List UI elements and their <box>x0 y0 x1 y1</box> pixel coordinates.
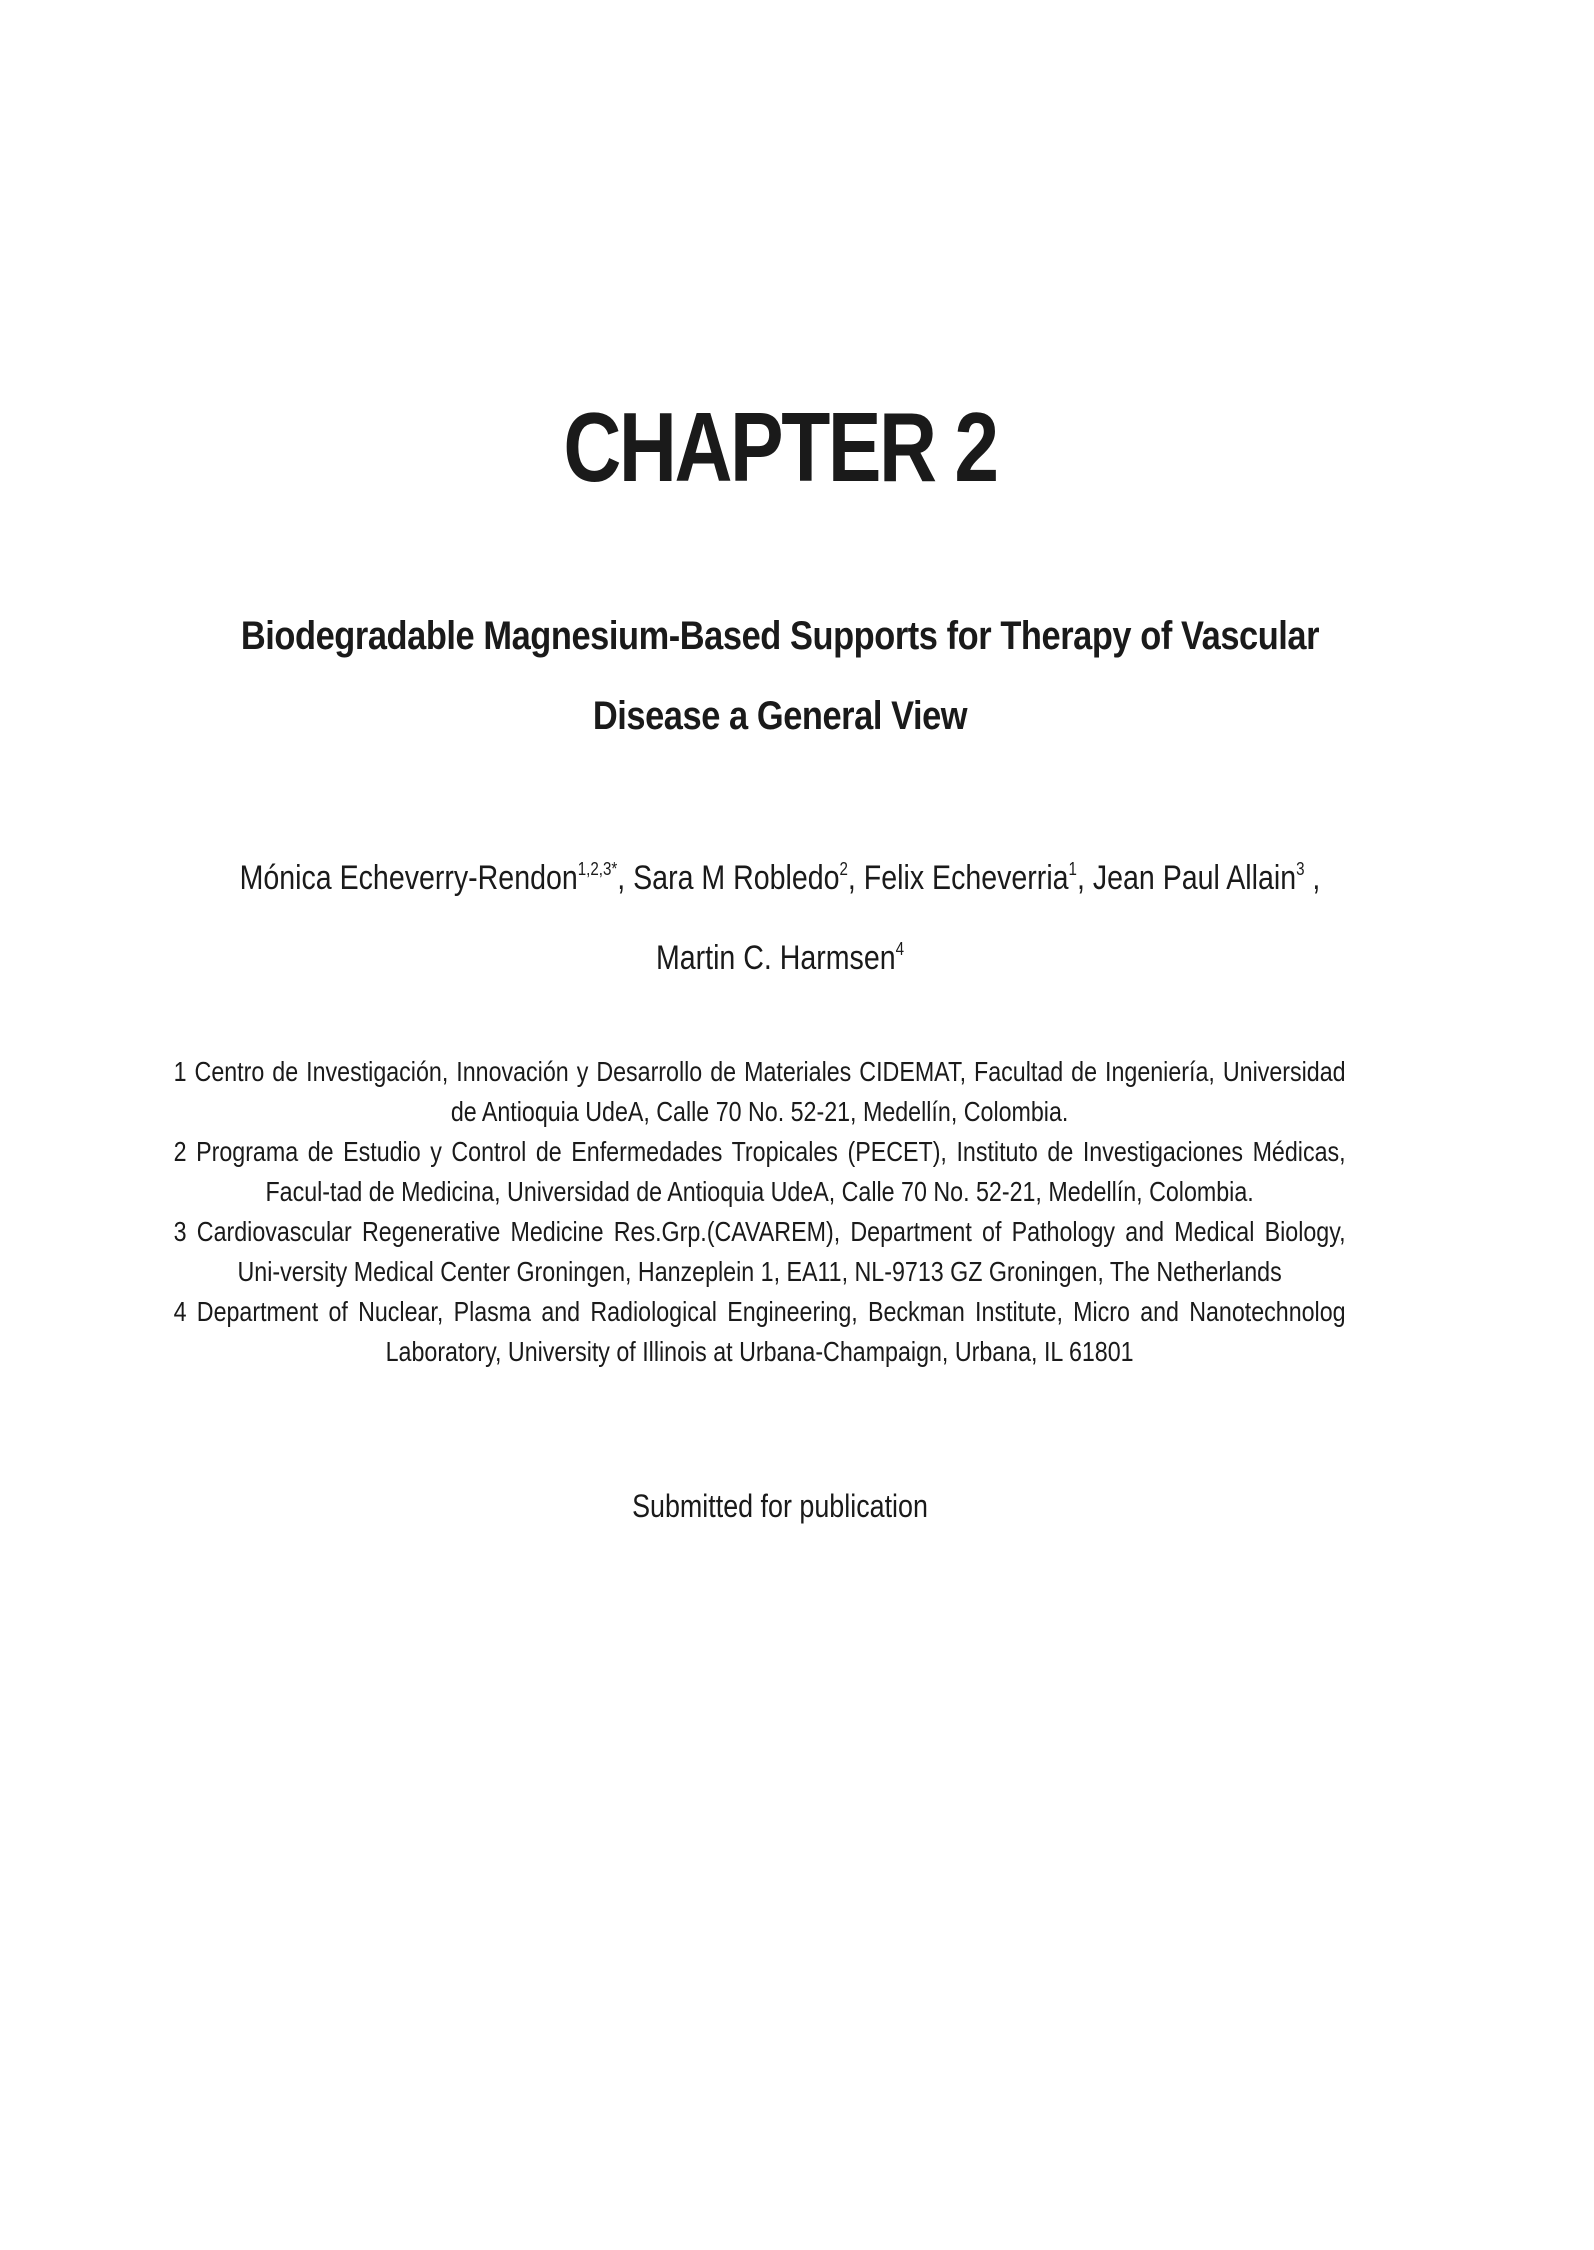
author-name: Jean Paul Allain <box>1092 859 1297 897</box>
author-affiliation-marker: 2 <box>839 859 848 879</box>
affiliation-2: 2 Programa de Estudio y Control de Enfermedades Tropicales (PECET), Instituto de Investigaciones Médicas, Facul-tad de Medicina, Universidad de Antioquia UdeA, Calle 70 No. 52-21, Medellín, Colombia. <box>173 1136 1346 1207</box>
author-separator: , <box>1304 859 1321 897</box>
author-line-2 <box>125 918 1435 998</box>
author-name: Martin C. Harmsen <box>655 939 896 977</box>
author-affiliation-marker: 4 <box>895 939 905 959</box>
author-name: Mónica Echeverry-Rendon <box>239 859 578 897</box>
chapter-title: CHAPTER 2 <box>563 392 997 502</box>
author-affiliation-marker: 1,2,3* <box>577 859 618 879</box>
paper-title-line-2: Disease a General View <box>592 694 968 738</box>
paper-title <box>109 596 1451 756</box>
author-name: Sara M Robledo <box>633 859 840 897</box>
publication-status: Submitted for publication <box>632 1488 928 1524</box>
author-affiliation-marker: 3 <box>1296 859 1305 879</box>
author-separator: , <box>847 859 864 897</box>
affiliation-1: 1 Centro de Investigación, Innovación y Desarrollo de Materiales CIDEMAT, Facultad de Ingeniería, Universidad de Antioquia UdeA, Calle 70 No. 52-21, Medellín, Colombia. <box>173 1056 1346 1127</box>
author-separator: , <box>1076 859 1093 897</box>
author-name: Felix Echeverria <box>863 859 1069 897</box>
author-list <box>125 838 1435 998</box>
author-affiliation-marker: 1 <box>1068 859 1077 879</box>
author-separator: , <box>617 859 634 897</box>
affiliation-4: 4 Department of Nuclear, Plasma and Radiological Engineering, Beckman Institute, Micro and Nanotechnolog Laboratory, University of Illinois at Urbana-Champaign, Urbana, IL 61801 <box>173 1296 1346 1367</box>
paper-title-line-1: Biodegradable Magnesium-Based Supports for Therapy of Vascular <box>240 614 1320 658</box>
affiliation-list <box>173 1052 1366 1372</box>
author-line-1 <box>125 838 1435 918</box>
affiliation-3: 3 Cardiovascular Regenerative Medicine Res.Grp.(CAVAREM), Department of Pathology and Medical Biology, Uni-versity Medical Center Groningen, Hanzeplein 1, EA11, NL-9713 GZ Groningen, The Netherlands <box>173 1216 1346 1287</box>
